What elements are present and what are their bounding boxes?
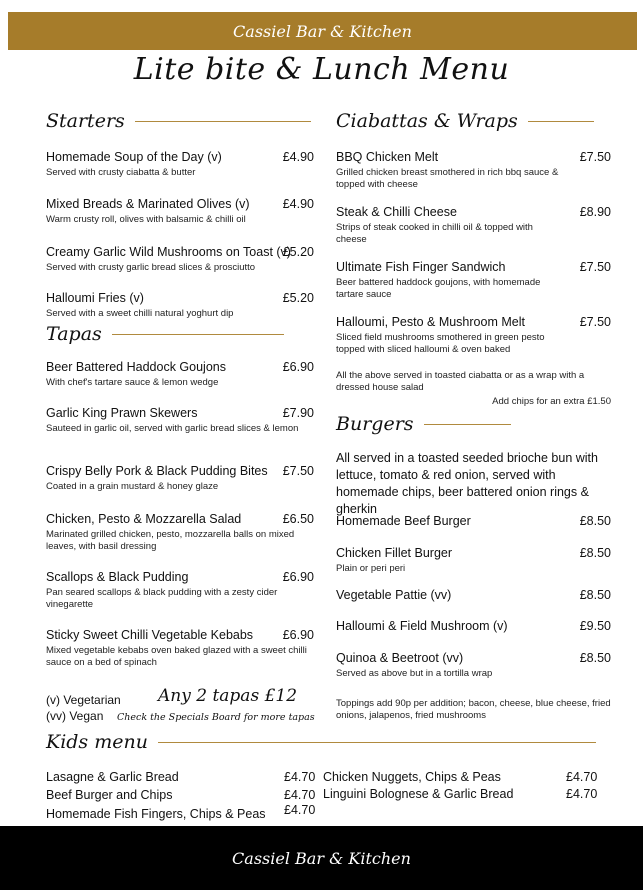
item-price: £5.20 [282, 291, 314, 305]
item-desc: Beer battered haddock goujons, with homemade tartare sauce [336, 277, 541, 300]
kids-header [46, 731, 596, 753]
menu-item [336, 260, 611, 301]
kids-rule [158, 742, 596, 743]
tapas-rule [112, 334, 284, 335]
menu-item [46, 245, 314, 274]
item-price: £8.50 [579, 651, 611, 665]
menu-item [46, 291, 314, 320]
menu-title: Lite bite & Lunch Menu [133, 52, 510, 87]
item-desc: Served with crusty garlic bread slices & prosciutto [46, 262, 256, 273]
menu-item [46, 197, 314, 226]
bottom-banner [0, 826, 643, 890]
promo-headline: Any 2 tapas £12 [158, 686, 298, 706]
menu-item [336, 546, 611, 575]
kids-item-price: £4.70 [284, 803, 316, 817]
burgers-header [336, 413, 511, 435]
item-name: Halloumi Fries (v) [46, 291, 144, 305]
item-price: £7.50 [579, 315, 611, 329]
item-price: £4.90 [282, 197, 314, 211]
kids-item-price: £4.70 [284, 770, 316, 784]
item-desc: Grilled chicken breast smothered in rich bbq sauce & topped with cheese [336, 167, 559, 190]
menu-item [336, 588, 611, 603]
item-price: £5.20 [282, 245, 314, 259]
burgers-title: Burgers [336, 413, 414, 435]
item-name: Ultimate Fish Finger Sandwich [336, 260, 506, 274]
bottom-banner-text: Cassiel Bar & Kitchen [232, 848, 411, 868]
item-desc: Served with crusty ciabatta & butter [46, 167, 196, 178]
item-price: £8.90 [579, 205, 611, 219]
starters-title: Starters [46, 110, 125, 132]
menu-item [336, 651, 611, 680]
item-name: BBQ Chicken Melt [336, 150, 439, 164]
item-name: Homemade Soup of the Day (v) [46, 150, 222, 164]
item-desc: Served with a sweet chilli natural yoghurt dip [46, 308, 234, 319]
menu-item [46, 464, 314, 493]
ciabattas-rule [528, 121, 594, 122]
ciabattas-extra: Add chips for an extra £1.50 [492, 396, 611, 407]
menu-item [46, 628, 314, 669]
item-desc: Sauteed in garlic oil, served with garlic bread slices & lemon [46, 423, 299, 434]
burgers-rule [424, 424, 511, 425]
item-name: Quinoa & Beetroot (vv) [336, 651, 464, 665]
kids-item-name: Chicken Nuggets, Chips & Peas [323, 770, 501, 784]
menu-item [46, 570, 314, 611]
item-price: £6.50 [282, 512, 314, 526]
item-name: Chicken, Pesto & Mozzarella Salad [46, 512, 242, 526]
item-name: Sticky Sweet Chilli Vegetable Kebabs [46, 628, 254, 642]
legend-vegan: (vv) Vegan [46, 709, 104, 723]
item-price: £4.90 [282, 150, 314, 164]
burgers-intro: All served in a toasted seeded brioche bun with lettuce, tomato & red onion, served with homemade chips, beer battered onion rings & gherkin [336, 451, 598, 516]
item-name: Homemade Beef Burger [336, 514, 471, 528]
item-desc: Warm crusty roll, olives with balsamic & chilli oil [46, 214, 246, 225]
top-banner [8, 12, 637, 50]
item-name: Scallops & Black Pudding [46, 570, 189, 584]
starters-header [46, 110, 311, 132]
item-name: Beer Battered Haddock Goujons [46, 360, 226, 374]
item-price: £6.90 [282, 628, 314, 642]
menu-item [336, 150, 611, 191]
tapas-header [46, 323, 284, 345]
menu-item [46, 512, 314, 553]
item-price: £8.50 [579, 546, 611, 560]
item-price: £8.50 [579, 588, 611, 602]
item-desc: Sliced field mushrooms smothered in green pesto topped with sliced halloumi & oven baked [336, 332, 545, 355]
legend-vegetarian: (v) Vegetarian [46, 693, 121, 707]
item-name: Halloumi, Pesto & Mushroom Melt [336, 315, 525, 329]
item-name: Creamy Garlic Wild Mushrooms on Toast (v) [46, 245, 291, 259]
menu-item [46, 406, 314, 435]
menu-item [336, 514, 611, 529]
item-price: £7.90 [282, 406, 314, 420]
starters-rule [135, 121, 311, 122]
kids-item-name: Linguini Bolognese & Garlic Bread [323, 787, 514, 801]
item-price: £8.50 [579, 514, 611, 528]
item-desc: Pan seared scallops & black pudding with a zesty cider vinegarette [46, 587, 278, 610]
item-name: Chicken Fillet Burger [336, 546, 453, 560]
item-name: Mixed Breads & Marinated Olives (v) [46, 197, 250, 211]
ciabattas-header [336, 110, 594, 132]
item-desc: Plain or peri peri [336, 563, 406, 574]
promo-subtext: Check the Specials Board for more tapas [117, 712, 315, 723]
item-desc: Coated in a grain mustard & honey glaze [46, 481, 219, 492]
kids-item-name: Beef Burger and Chips [46, 788, 173, 802]
item-name: Steak & Chilli Cheese [336, 205, 457, 219]
menu-item [46, 150, 314, 179]
item-price: £6.90 [282, 360, 314, 374]
kids-item-name: Lasagne & Garlic Bread [46, 770, 179, 784]
kids-item-price: £4.70 [566, 770, 598, 784]
item-name: Crispy Belly Pork & Black Pudding Bites [46, 464, 268, 478]
item-price: £7.50 [579, 150, 611, 164]
top-banner-text: Cassiel Bar & Kitchen [233, 21, 412, 41]
ciabattas-title: Ciabattas & Wraps [336, 110, 518, 132]
menu-item [336, 205, 611, 246]
ciabattas-note: All the above served in toasted ciabatta or as a wrap with a dressed house salad [336, 370, 585, 393]
item-desc: Served as above but in a tortilla wrap [336, 668, 493, 679]
item-name: Garlic King Prawn Skewers [46, 406, 198, 420]
item-name: Vegetable Pattie (vv) [336, 588, 452, 602]
item-desc: Marinated grilled chicken, pesto, mozzarella balls on mixed leaves, with basil dressing [46, 529, 295, 552]
kids-item-price: £4.70 [566, 787, 598, 801]
item-name: Halloumi & Field Mushroom (v) [336, 619, 508, 633]
item-price: £6.90 [282, 570, 314, 584]
item-desc: With chef's tartare sauce & lemon wedge [46, 377, 219, 388]
tapas-title: Tapas [46, 323, 102, 345]
item-price: £9.50 [579, 619, 611, 633]
legend [46, 692, 121, 724]
menu-item [46, 360, 314, 389]
item-price: £7.50 [282, 464, 314, 478]
item-price: £7.50 [579, 260, 611, 274]
item-desc: Strips of steak cooked in chilli oil & topped with cheese [336, 222, 533, 245]
item-desc: Mixed vegetable kebabs oven baked glazed with a sweet chilli sauce on a bed of spinach [46, 645, 307, 668]
menu-item [336, 315, 611, 356]
kids-item-name: Homemade Fish Fingers, Chips & Peas [46, 807, 266, 821]
burgers-toppings: Toppings add 90p per addition; bacon, cheese, blue cheese, fried onions, jalapenos, fried mushrooms [336, 698, 611, 721]
menu-item [336, 619, 611, 634]
kids-item-price: £4.70 [284, 788, 316, 802]
kids-title: Kids menu [46, 731, 148, 753]
